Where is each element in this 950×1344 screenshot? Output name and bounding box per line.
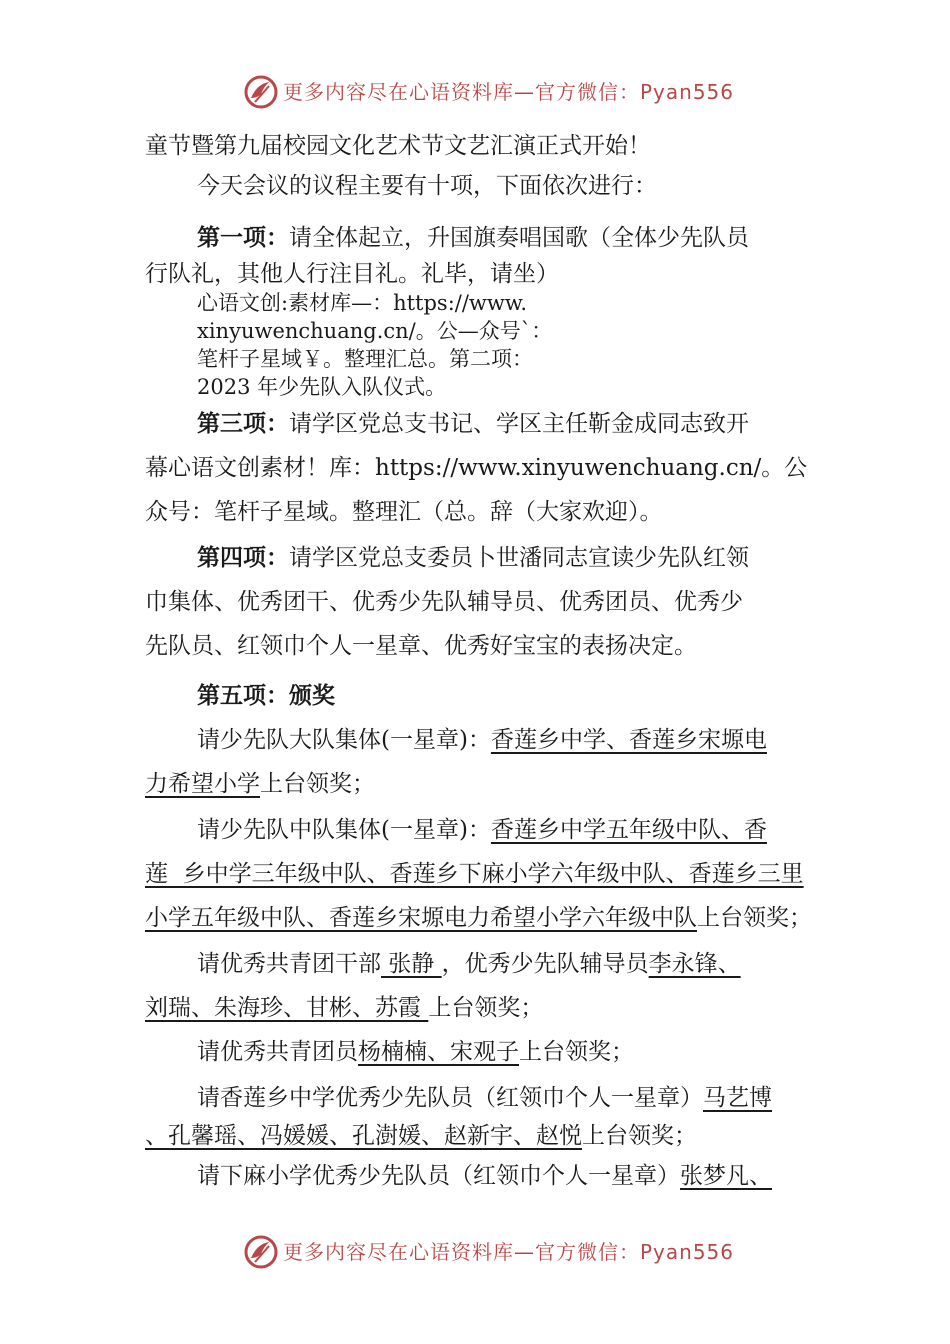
item-heading: 第五项：颁奖 <box>197 683 335 709</box>
agenda-item-3 <box>145 402 887 446</box>
text: 上台领奖； <box>519 1039 634 1065</box>
award-line <box>145 896 835 940</box>
text: 幕心语文创素材！库：https://www.xinyuwenchuang.cn/。公 <box>145 455 808 481</box>
banner-text: 更多内容尽在心语资料库—官方微信：Pyan556 <box>283 80 735 104</box>
text: 请优秀共青团干部 <box>197 951 381 977</box>
text: 上台领奖； <box>697 905 812 931</box>
text: 先队员、红领巾个人一星章、优秀好宝宝的表扬决定。 <box>145 633 697 659</box>
note-line <box>145 316 887 346</box>
award-names: 张静 <box>381 951 442 977</box>
text: 请少先队中队集体(一星章)： <box>197 817 491 843</box>
award-names: 力希望小学 <box>145 771 260 797</box>
award-line <box>145 718 887 762</box>
text: 今天会议的议程主要有十项，下面依次进行： <box>197 173 657 199</box>
text: 上台领奖； <box>260 771 375 797</box>
text: 请学区党总支委员卜世潘同志宣读少先队红领 <box>289 545 749 571</box>
item-heading: 第一项： <box>197 225 289 251</box>
text: 上台领奖； <box>582 1123 697 1149</box>
text: ，优秀少先队辅导员 <box>441 951 649 977</box>
paragraph-line <box>145 580 835 624</box>
paragraph-line <box>145 446 835 490</box>
text: 行队礼，其他人行注目礼。礼毕，请坐） <box>145 261 559 287</box>
text: 巾集体、优秀团干、优秀少先队辅导员、优秀团员、优秀少 <box>145 589 743 615</box>
paragraph-line <box>145 490 835 534</box>
award-names: 香莲乡中学五年级中队、香 <box>490 817 767 843</box>
award-line <box>145 808 887 852</box>
text: 请香莲乡中学优秀少先队员（红领巾个人一星章） <box>197 1085 703 1111</box>
text: 请学区党总支书记、学区主任靳金成同志致开 <box>289 411 749 437</box>
text: 心语文创:素材库—：https://www. <box>197 291 528 315</box>
footer-banner <box>0 1228 950 1278</box>
award-line <box>145 1114 835 1158</box>
agenda-item-4 <box>145 536 887 580</box>
award-names: 张梦凡、 <box>680 1163 772 1189</box>
note-line <box>145 288 887 318</box>
award-line <box>145 1154 887 1198</box>
text: xinyuwenchuang.cn/。公—众号`： <box>197 319 553 343</box>
award-line <box>145 986 835 1030</box>
item-heading: 第三项： <box>197 411 289 437</box>
text: 请下麻小学优秀少先队员（红领巾个人一星章） <box>197 1163 680 1189</box>
logo-icon <box>243 74 279 110</box>
award-line <box>145 762 835 806</box>
paragraph-line <box>145 164 887 208</box>
award-names: 李永锋、 <box>648 951 741 977</box>
agenda-item-5 <box>145 674 887 718</box>
note-line <box>145 372 887 402</box>
text: 2023 年少先队入队仪式。 <box>197 375 447 399</box>
award-names: 小学五年级中队、香莲乡宋塬电力希望小学六年级中队 <box>145 905 697 931</box>
header-banner <box>0 68 950 118</box>
text: 众号：笔杆子星域。整理汇（总。辞（大家欢迎）。 <box>145 499 663 525</box>
award-line <box>145 1030 887 1074</box>
note-line <box>145 344 887 374</box>
paragraph-line <box>145 624 835 668</box>
paragraph-line <box>145 124 835 168</box>
text: 请全体起立，升国旗奏唱国歌（全体少先队员 <box>289 225 749 251</box>
text: 上台领奖； <box>428 995 544 1021</box>
award-names: 刘瑞、朱海珍、甘彬、苏霞 <box>145 995 429 1021</box>
award-names: 、孔馨瑶、冯媛媛、孔澍媛、赵新宇、赵悦 <box>145 1123 582 1149</box>
logo-icon <box>243 1234 279 1270</box>
text: 请优秀共青团员 <box>197 1039 358 1065</box>
text: 童节暨第九届校园文化艺术节文艺汇演正式开始！ <box>145 133 651 159</box>
banner-text: 更多内容尽在心语资料库—官方微信：Pyan556 <box>283 1240 735 1264</box>
award-line <box>145 852 835 896</box>
text: 笔杆子星域￥。整理汇总。第二项： <box>197 347 533 371</box>
award-names: 马艺博 <box>703 1085 772 1111</box>
award-names: 杨楠楠、宋观子 <box>358 1039 519 1065</box>
award-line <box>145 942 887 986</box>
award-names: 香莲乡中学、香莲乡宋塬电 <box>490 727 767 753</box>
text: 请少先队大队集体(一星章)： <box>197 727 491 753</box>
award-names: 莲 乡中学三年级中队、香莲乡下麻小学六年级中队、香莲乡三里 <box>145 861 804 887</box>
item-heading: 第四项： <box>197 545 289 571</box>
